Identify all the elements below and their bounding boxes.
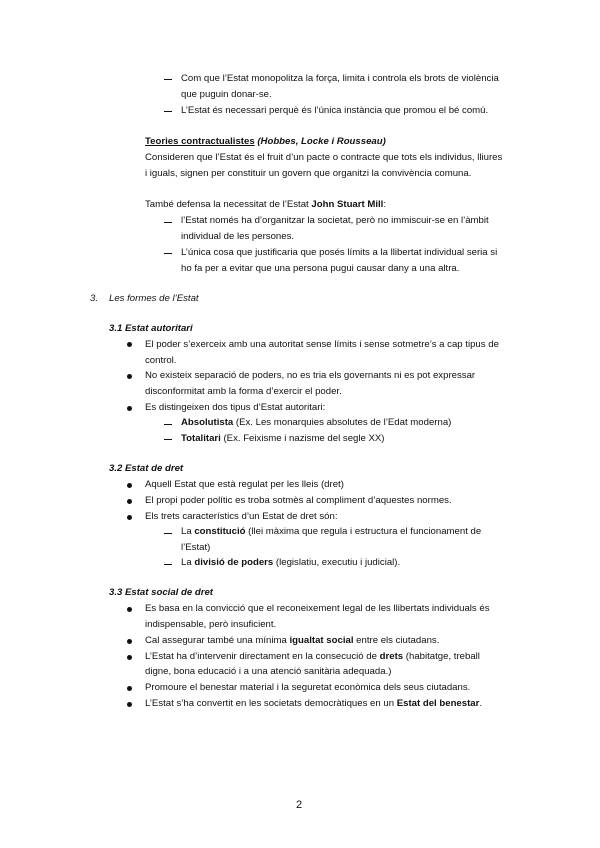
list-item: L’única cosa que justificaria que posés límits a la llibertat individual seria si [181, 247, 498, 258]
list-item-continuation: individual de les persones. [181, 231, 295, 242]
contract-heading: Teories contractualistes [145, 136, 255, 147]
dash-marker [164, 253, 172, 254]
bullet-marker [127, 499, 132, 504]
paragraph-line: Consideren que l’Estat és el fruit d’un pacte o contracte que tots els individus, lliures [145, 152, 503, 163]
list-item: Es distingeixen dos tipus d’Estat autoritari: [145, 402, 326, 413]
bullet-marker [127, 686, 132, 691]
page-number: 2 [296, 799, 303, 811]
list-item: L’Estat ha d’intervenir directament en la consecució de drets (habitatge, treball [145, 651, 480, 662]
section-number: 3. [90, 293, 99, 304]
list-item-continuation: digne, bona educació i a una atenció sanitària adequada.) [145, 666, 392, 677]
bullet-marker [127, 342, 132, 347]
list-item: Cal assegurar també una mínima igualtat social entre els ciutadans. [145, 635, 440, 646]
bullet-marker [127, 655, 132, 660]
bullet-marker [127, 702, 132, 707]
dash-marker [164, 79, 172, 80]
sub-list-item: Absolutista (Ex. Les monarquies absolutes de l’Edat moderna) [181, 417, 452, 428]
list-item-continuation: que puguin donar-se. [181, 89, 272, 100]
contract-heading-line [145, 134, 386, 150]
list-item: L’Estat és necessari perquè és l’única instància que promou el bé comú. [181, 105, 489, 116]
contract-authors: (Hobbes, Locke i Rousseau) [257, 136, 386, 147]
sub-list-item-continuation: l’Estat) [181, 542, 211, 553]
subsection-heading: 3.3 Estat social de dret [109, 587, 213, 598]
sub-list-item: La divisió de poders (legislatiu, executiu i judicial). [181, 557, 401, 568]
subsection-heading: 3.2 Estat de dret [109, 463, 184, 474]
list-item-continuation: disconformitat amb la forma d’exercir el poder. [145, 386, 342, 397]
dash-marker [164, 424, 172, 425]
sub-list-item: Totalitari (Ex. Feixisme i nazisme del segle XX) [181, 433, 385, 444]
list-item: L’Estat s’ha convertit en les societats democràtiques en un Estat del benestar. [145, 698, 483, 709]
sub-list-item: La constitució (llei màxima que regula i estructura el funcionament de [181, 526, 482, 537]
dash-marker [164, 564, 172, 565]
list-item: El propi poder polític es troba sotmès al compliment d’aquestes normes. [145, 495, 452, 506]
dash-marker [164, 439, 172, 440]
bullet-marker [127, 406, 132, 411]
mill-name: John Stuart Mill [311, 199, 384, 210]
subsection-heading: 3.1 Estat autoritari [109, 323, 193, 334]
list-item: l’Estat només ha d’organitzar la societat, però no immiscuir-se en l’àmbit [181, 215, 489, 226]
list-item: Es basa en la convicció que el reconeixement legal de les llibertats individuals és [145, 603, 490, 614]
bullet-marker [127, 374, 132, 379]
bullet-marker [127, 639, 132, 644]
list-item: Com que l’Estat monopolitza la força, limita i controla els brots de violència [181, 73, 499, 84]
list-item-continuation: indispensable, però insuficient. [145, 619, 277, 630]
bullet-marker [127, 607, 132, 612]
list-item: Aquell Estat que està regulat per les lleis (dret) [145, 479, 344, 490]
bullet-marker [127, 515, 132, 520]
bullet-marker [127, 483, 132, 488]
list-item: No existeix separació de poders, no es tria els governants ni es pot expressar [145, 370, 476, 381]
list-item: Els trets característics d’un Estat de dret són: [145, 511, 338, 522]
list-item-continuation: control. [145, 355, 177, 366]
dash-marker [164, 111, 172, 112]
mill-intro: També defensa la necessitat de l’Estat John Stuart Mill: [145, 199, 387, 210]
dash-marker [164, 222, 172, 223]
paragraph-line: i iguals, signen per constituir un govern que organitzi la convivència comuna. [145, 168, 472, 179]
list-item: Promoure el benestar material i la seguretat econòmica dels seus ciutadans. [145, 682, 471, 693]
list-item-continuation: ho fa per a evitar que una persona pugui causar dany a una altra. [181, 263, 460, 274]
section-title: Les formes de l’Estat [109, 293, 199, 304]
list-item: El poder s’exerceix amb una autoritat sense límits i sense sotmetre’s a cap tipus de [145, 339, 499, 350]
dash-marker [164, 533, 172, 534]
